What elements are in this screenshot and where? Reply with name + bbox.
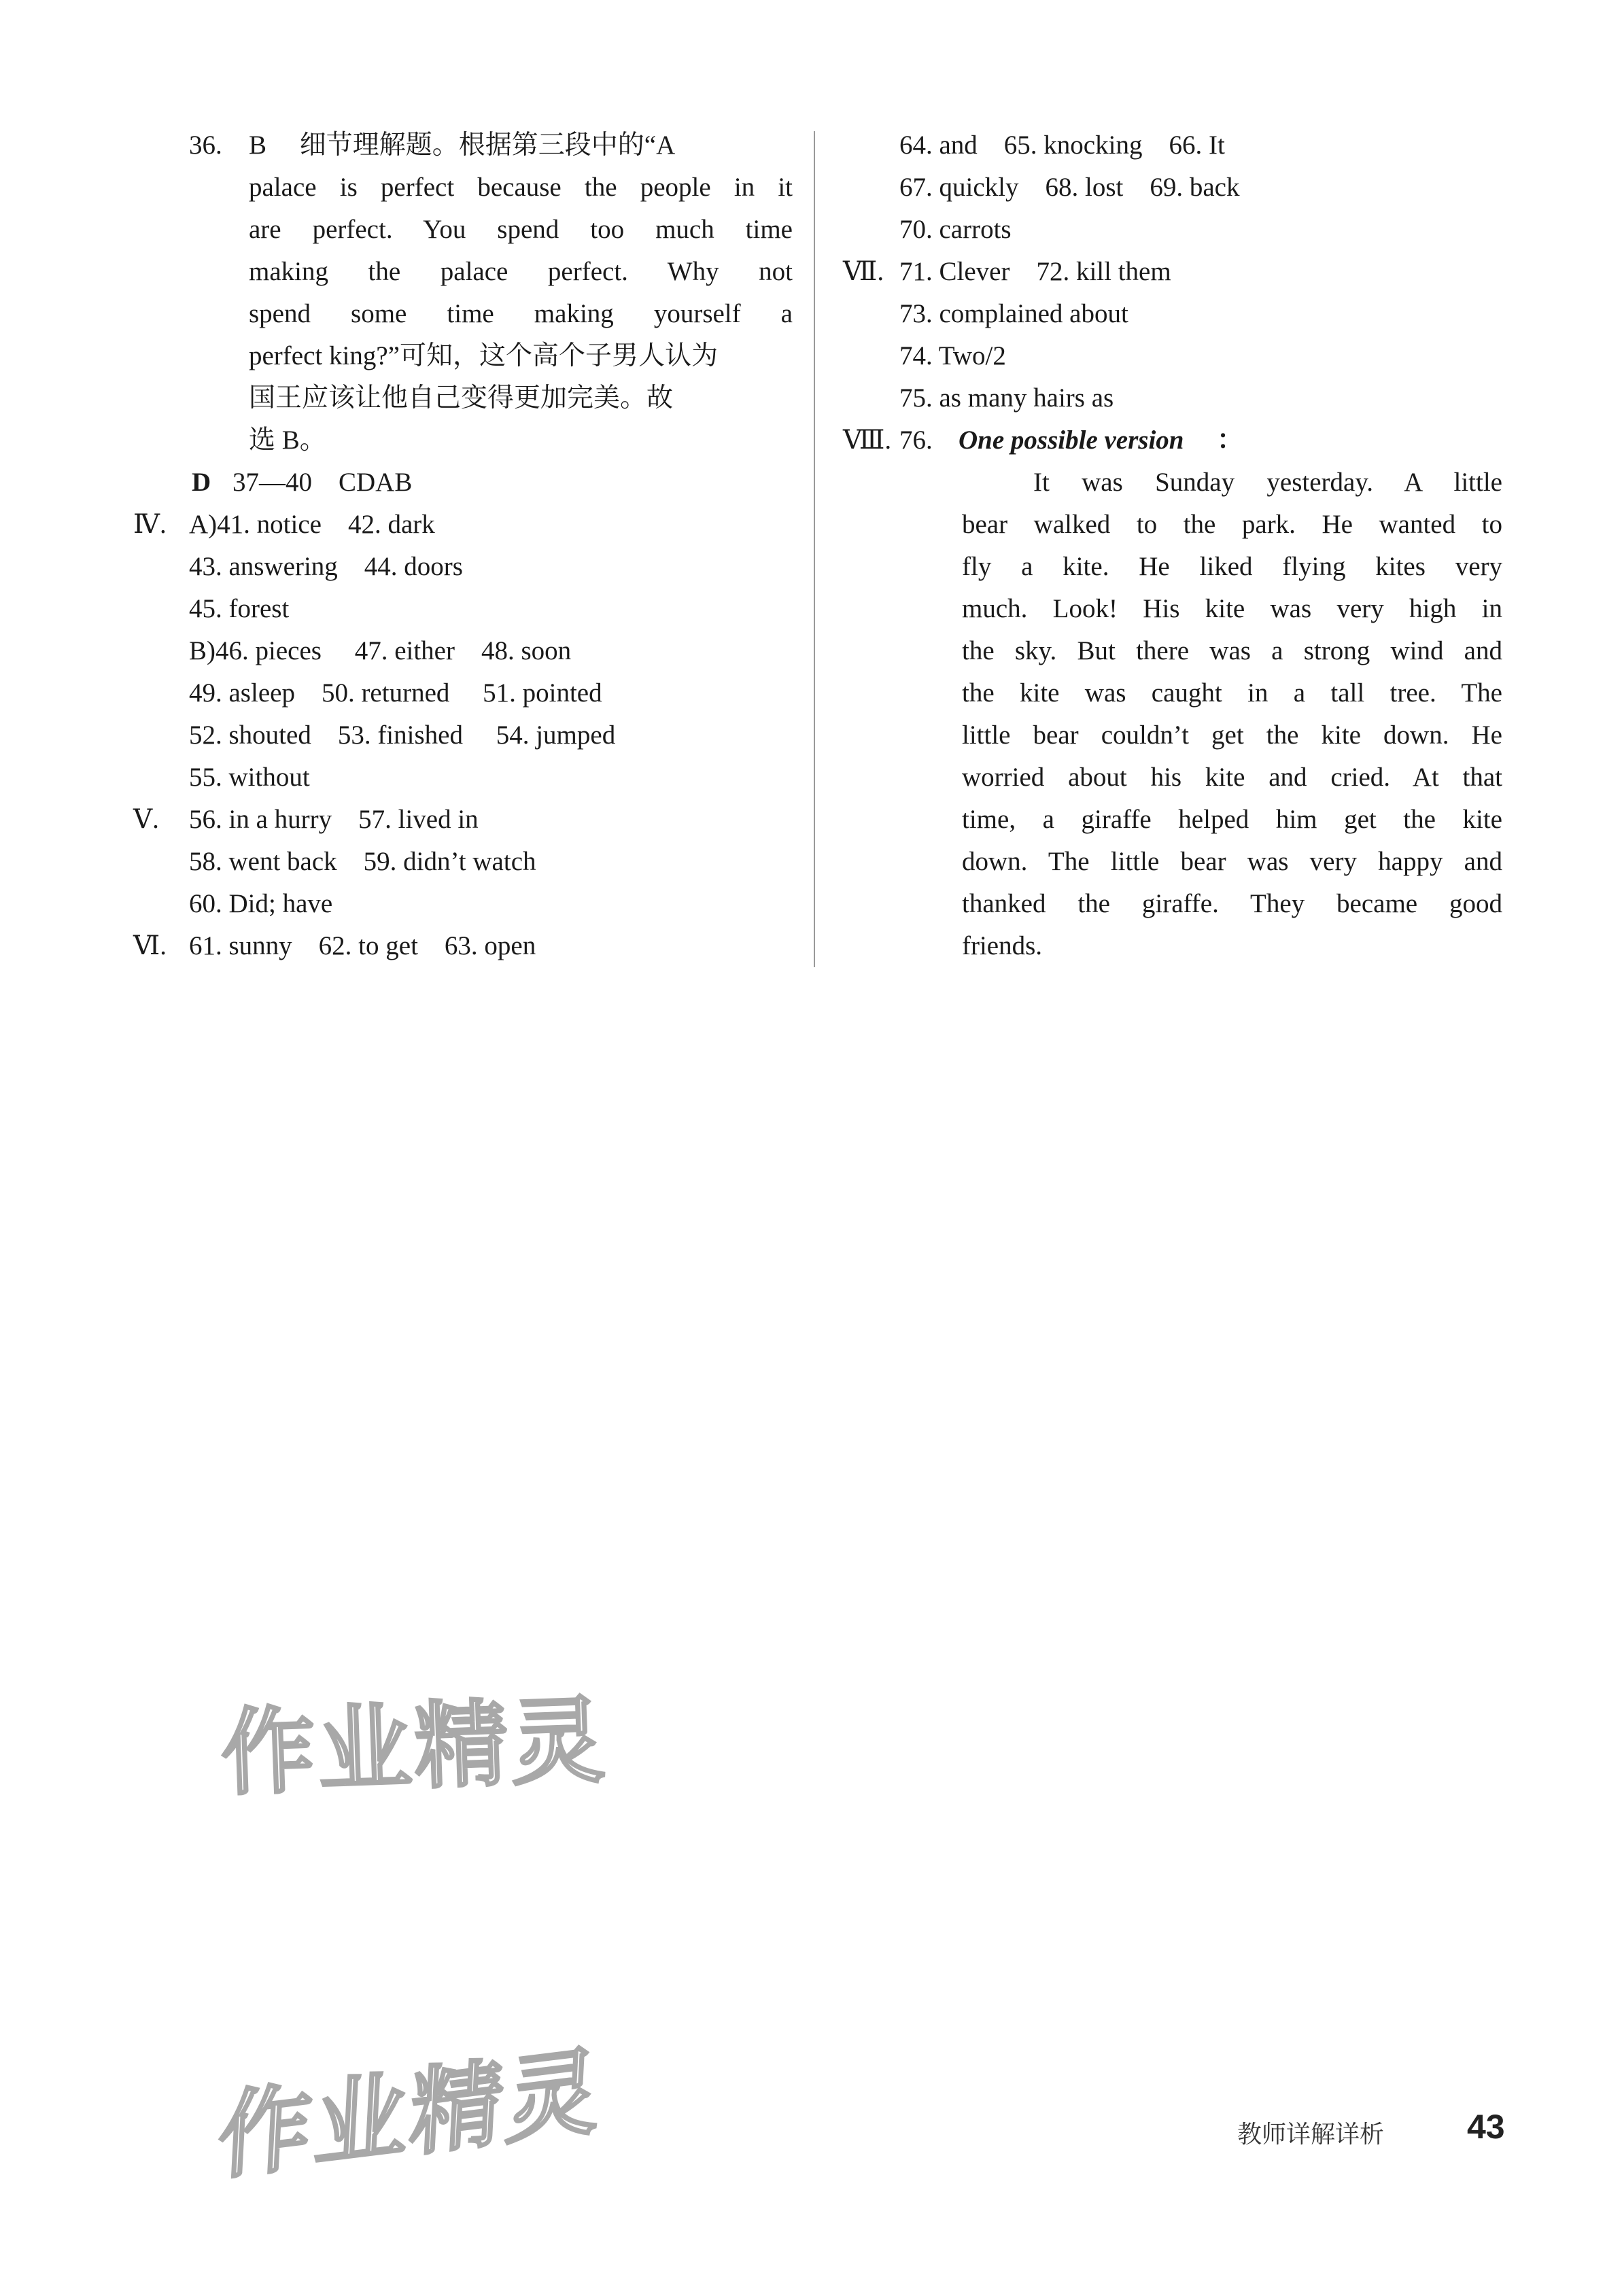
page-number: 43	[1467, 2108, 1505, 2146]
section-5-line-3: 60. Did; have	[189, 889, 333, 918]
section-6-line-1: 61. sunny 62. to get 63. open	[189, 931, 536, 960]
essay-line-9: time, a giraffe helped him get the kite	[962, 805, 1502, 834]
essay-line-4: much. Look! His kite was very high in	[962, 594, 1502, 623]
q36-line-7: 国王应该让他自己变得更加完美。故	[249, 383, 674, 413]
essay-line-3: fly a kite. He liked flying kites very	[962, 552, 1502, 581]
section-6-roman: Ⅵ.	[133, 931, 167, 960]
q36-line-4: making the palace perfect. Why not	[249, 257, 793, 286]
essay-line-6: the kite was caught in a tall tree. The	[962, 678, 1502, 708]
section-6-line-2: 64. and 65. knocking 66. It	[899, 131, 1225, 160]
section-4-line-6: 52. shouted 53. finished 54. jumped	[189, 720, 616, 750]
essay-line-12: friends.	[962, 931, 1043, 960]
essay-line-10: down. The little bear was very happy and	[962, 847, 1502, 876]
section-5-roman: Ⅴ.	[133, 805, 159, 834]
watermark-2: 作业精灵	[215, 2035, 605, 2193]
part-d-answers: 37—40 CDAB	[232, 468, 413, 497]
q36-line-6: perfect king?”可知，这个高个子男人认为	[249, 341, 718, 370]
section-4-line-4: B)46. pieces 47. either 48. soon	[189, 636, 572, 665]
section-7-line-3: 74. Two/2	[899, 341, 1006, 370]
essay-line-2: bear walked to the park. He wanted to	[962, 510, 1502, 539]
part-d-letter: D	[192, 468, 211, 497]
section-4-line-3: 45. forest	[189, 594, 290, 623]
essay-line-7: little bear couldn’t get the kite down. He	[962, 720, 1502, 750]
essay-line-1: It was Sunday yesterday. A little	[1033, 468, 1502, 497]
section-7-line-2: 73. complained about	[899, 299, 1128, 328]
section-8-roman: Ⅷ.	[843, 425, 892, 455]
section-6-line-3: 67. quickly 68. lost 69. back	[899, 173, 1240, 202]
q36-line-2: palace is perfect because the people in it	[249, 173, 793, 202]
essay-line-5: the sky. But there was a strong wind and	[962, 636, 1502, 665]
section-4-roman: Ⅳ.	[133, 510, 167, 539]
section-4-line-1: A)41. notice 42. dark	[189, 510, 435, 539]
section-7-roman: Ⅶ.	[843, 257, 884, 286]
section-4-line-7: 55. without	[189, 763, 310, 792]
q76-number: 76.	[899, 425, 933, 455]
section-4-line-5: 49. asleep 50. returned 51. pointed	[189, 678, 602, 708]
section-5-line-2: 58. went back 59. didn’t watch	[189, 847, 536, 876]
q36-number: 36.	[189, 131, 222, 160]
section-7-line-4: 75. as many hairs as	[899, 383, 1114, 413]
watermark-1: 作业精灵	[219, 1686, 610, 1809]
section-7-line-1: 71. Clever 72. kill them	[899, 257, 1171, 286]
essay-heading: One possible version	[959, 425, 1184, 455]
essay-heading-colon: ：	[1217, 425, 1244, 455]
q36-line-5: spend some time making yourself a	[249, 299, 793, 328]
q36-line-1: B 细节理解题。根据第三段中的“A	[249, 131, 676, 160]
essay-line-11: thanked the giraffe. They became good	[962, 889, 1502, 918]
section-6-line-4: 70. carrots	[899, 215, 1012, 244]
q36-line-3: are perfect. You spend too much time	[249, 215, 793, 244]
section-5-line-1: 56. in a hurry 57. lived in	[189, 805, 479, 834]
column-divider	[814, 131, 815, 967]
essay-line-8: worried about his kite and cried. At that	[962, 763, 1502, 792]
section-4-line-2: 43. answering 44. doors	[189, 552, 463, 581]
footer-title: 教师详解详析	[1237, 2121, 1385, 2149]
q36-line-8: 选 B。	[249, 425, 326, 455]
